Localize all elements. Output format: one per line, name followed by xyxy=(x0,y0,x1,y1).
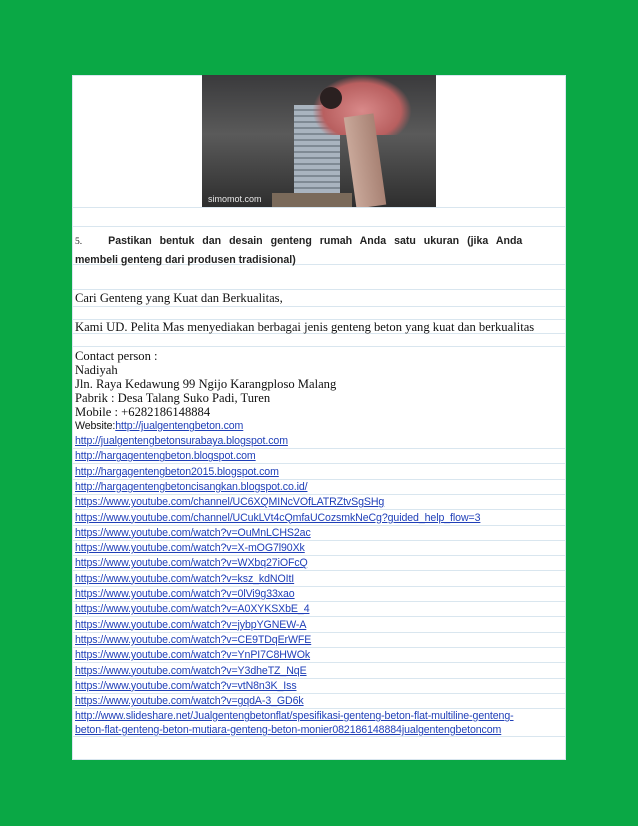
url-link[interactable]: https://www.youtube.com/channel/UCukLVt4cQmfaUCozsmkNeCg?guided_help_flow=3 xyxy=(75,511,481,524)
photo-base xyxy=(272,193,352,207)
point-number: 5. xyxy=(75,237,83,247)
website-line xyxy=(75,419,243,433)
contact-address: Jln. Raya Kedawung 99 Ngijo Karangploso Malang xyxy=(75,377,337,391)
url-link[interactable]: https://www.youtube.com/watch?v=jybpYGNEW-A xyxy=(75,618,307,631)
tile-strength-photo xyxy=(202,75,436,207)
photo-head xyxy=(320,87,342,109)
url-link[interactable]: https://www.youtube.com/watch?v=CE9TDqErWFE xyxy=(75,633,312,646)
table-border-right xyxy=(565,75,566,760)
document-page xyxy=(72,75,566,760)
website-link[interactable]: http://jualgentengbeton.com xyxy=(115,420,244,432)
table-rule xyxy=(72,346,566,347)
contact-factory: Pabrik : Desa Talang Suko Padi, Turen xyxy=(75,391,271,405)
intro-heading: Cari Genteng yang Kuat dan Berkualitas, xyxy=(75,291,283,305)
contact-mobile: Mobile : +6282186148884 xyxy=(75,405,211,419)
url-link[interactable]: http://hargagentengbeton2015.blogspot.com xyxy=(75,465,279,478)
photo-watermark: simomot.com xyxy=(208,194,262,204)
url-link[interactable]: https://www.youtube.com/watch?v=Y3dheTZ_NqE xyxy=(75,664,307,677)
url-link[interactable]: http://hargagentengbetoncisangkan.blogspot.co.id/ xyxy=(75,480,308,493)
url-link[interactable]: http://hargagentengbeton.blogspot.com xyxy=(75,450,256,463)
table-border-left xyxy=(72,75,73,760)
table-rule xyxy=(72,759,566,760)
table-rule xyxy=(72,289,566,290)
url-link[interactable]: https://www.youtube.com/watch?v=gqdA-3_GD6k xyxy=(75,695,304,708)
point-text-line2: membeli genteng dari produsen tradisional) xyxy=(75,254,296,266)
table-rule xyxy=(72,306,566,307)
table-rule xyxy=(72,226,566,227)
url-link[interactable]: https://www.youtube.com/watch?v=WXbq27iOFcQ xyxy=(75,557,308,570)
table-rule xyxy=(72,708,566,709)
url-link[interactable]: https://www.youtube.com/watch?v=ksz_kdNOItI xyxy=(75,572,295,585)
url-link[interactable]: https://www.youtube.com/channel/UC6XQMINcVOfLATRZtvSgSHg xyxy=(75,496,385,509)
slideshare-link-line2[interactable]: beton-flat-genteng-beton-mutiara-genteng-beton-monier082186148884jualgentengbetoncom xyxy=(75,724,502,736)
tip-point-5 xyxy=(75,231,560,270)
url-link[interactable]: https://www.youtube.com/watch?v=X-mOG7l90Xk xyxy=(75,542,305,555)
url-link[interactable]: https://www.youtube.com/watch?v=A0XYKSXbE_4 xyxy=(75,603,310,616)
contact-label: Contact person : xyxy=(75,349,158,363)
contact-name: Nadiyah xyxy=(75,363,118,377)
url-link[interactable]: https://www.youtube.com/watch?v=YnPI7C8HWOk xyxy=(75,649,311,662)
url-link[interactable]: https://www.youtube.com/watch?v=vtN8n3K_Iss xyxy=(75,679,297,692)
url-link[interactable]: https://www.youtube.com/watch?v=0lVi9g33xao xyxy=(75,588,295,600)
url-link[interactable]: http://jualgentengbetonsurabaya.blogspot.com xyxy=(75,435,288,447)
website-label: Website: xyxy=(75,420,116,432)
point-text-line1: Pastikan bentuk dan desain genteng rumah Anda satu ukuran (jika Anda xyxy=(108,235,523,247)
table-rule xyxy=(72,207,566,208)
intro-offer: Kami UD. Pelita Mas menyediakan berbagai jenis genteng beton yang kuat dan berkualitas xyxy=(75,320,535,334)
url-link[interactable]: https://www.youtube.com/watch?v=OuMnLCHS2ac xyxy=(75,526,311,539)
slideshare-link-line1[interactable]: http://www.slideshare.net/Jualgentengbetonflat/spesifikasi-genteng-beton-flat-multiline-genteng- xyxy=(75,710,514,722)
